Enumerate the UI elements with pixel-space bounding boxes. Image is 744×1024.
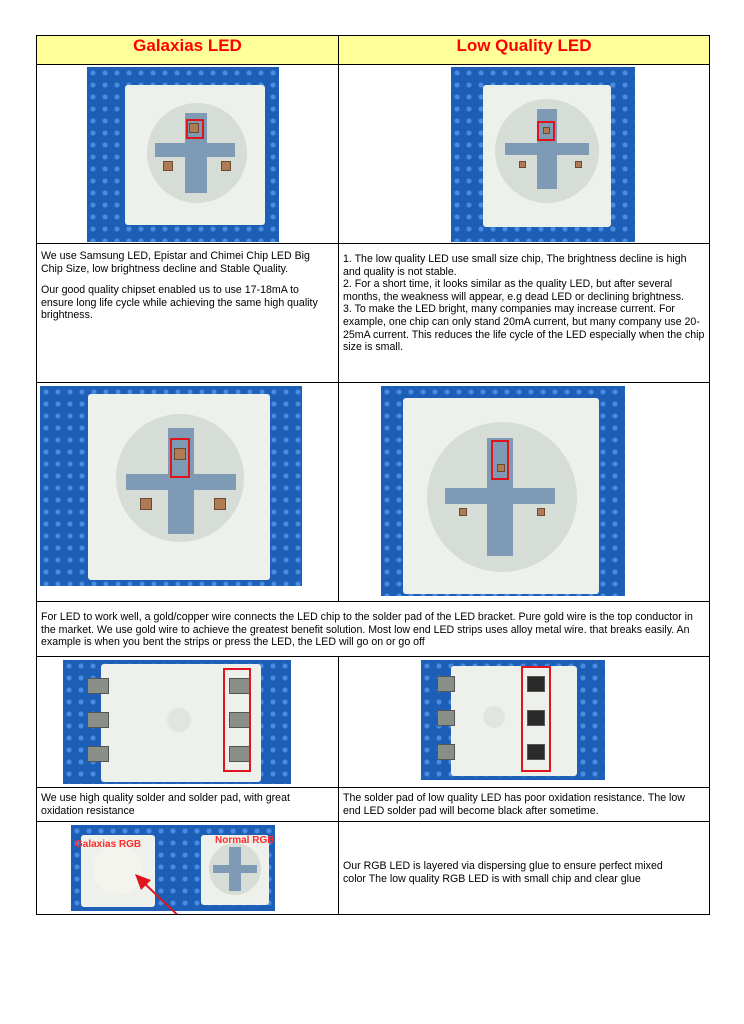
low-quality-chip-line-2: 2. For a short time, it looks similar as the quality LED, but after several months, the weakness will appear, e.g dead LED or declining brightness. <box>343 278 684 303</box>
galaxias-chip-text <box>37 244 339 383</box>
led-chip <box>163 161 173 171</box>
header-galaxias: Galaxias LED <box>37 36 339 65</box>
led-chip <box>537 508 545 516</box>
led-lens <box>483 706 505 728</box>
low-quality-solder-photo-cell <box>339 657 710 788</box>
galaxias-chip-line-2: Our good quality chipset enabled us to use 17-18mA to ensure long life cycle while achieving the same high quality brightness. <box>41 284 318 322</box>
solder-pad <box>87 746 109 762</box>
highlight-box <box>170 438 190 478</box>
rgb-row <box>37 822 710 915</box>
galaxias-solder-photo-cell <box>37 657 339 788</box>
low-quality-solder-text-cell <box>339 788 710 822</box>
galaxias-led-photo-cell <box>37 65 339 244</box>
led-package <box>483 85 611 227</box>
solder-pad <box>87 678 109 694</box>
highlight-box <box>223 668 251 772</box>
wire-text-cell <box>37 602 710 657</box>
low-quality-wire-photo-cell <box>339 383 710 602</box>
galaxias-wire-photo <box>40 386 302 586</box>
led-package <box>125 85 265 225</box>
led-chip <box>575 161 582 168</box>
pointer-arrow-icon <box>131 872 193 915</box>
low-quality-led-photo-cell <box>339 65 710 244</box>
solder-pad <box>437 744 455 760</box>
led-chip <box>519 161 526 168</box>
low-quality-chip-text <box>339 244 710 383</box>
highlight-box <box>186 119 204 139</box>
led-package <box>88 394 270 580</box>
led-package <box>403 398 599 594</box>
galaxias-solder-text-cell <box>37 788 339 822</box>
low-quality-chip-line-1: 1. The low quality LED use small size chip, The brightness decline is high and quality is not stable. <box>343 253 687 278</box>
low-quality-solder-text: The solder pad of low quality LED has poor oxidation resistance. The low end LED solder pad will become black after sometime. <box>343 792 685 817</box>
normal-rgb-label: Normal RGB <box>215 835 275 847</box>
image-row-chip <box>37 65 710 244</box>
led-chip <box>459 508 467 516</box>
text-row-wire <box>37 602 710 657</box>
galaxias-solder-text: We use high quality solder and solder pad, with great oxidation resistance <box>41 792 290 817</box>
solder-pad <box>437 710 455 726</box>
text-row-chipsize <box>37 244 710 383</box>
header-row <box>37 36 710 65</box>
led-lens <box>167 708 191 732</box>
rgb-text-cell <box>339 822 710 915</box>
wire-text: For LED to work well, a gold/copper wire connects the LED chip to the solder pad of the LED bracket. Pure gold wire is the top conductor in the market. We use gold wire to achieve the greatest benefit solution. Most low end LED strips uses alloy metal wire. that breaks easily. An example is when you bent the strips or press the LED, the LED will go on or go off <box>41 611 693 649</box>
solder-pad <box>87 712 109 728</box>
lead-frame <box>445 488 555 504</box>
low-quality-chip-line-3: 3. To make the LED bright, many companies may increase current. For example, one chip can only stand 20mA current, but many company use 20-25mA current. This reduces the life cycle of the LED especially when the chip size is small. <box>343 303 705 354</box>
low-quality-solder-photo <box>421 660 605 780</box>
led-package <box>451 666 577 776</box>
galaxias-rgb-label: Galaxias RGB <box>75 839 142 851</box>
led-chip <box>140 498 152 510</box>
rgb-text: Our RGB LED is layered via dispersing glue to ensure perfect mixed color The low quality RGB LED is with small chip and clear glue <box>343 860 663 885</box>
galaxias-chip-line-1: We use Samsung LED, Epistar and Chimei Chip LED Big Chip Size, low brightness decline and Stable Quality. <box>41 250 310 275</box>
highlight-box <box>491 440 509 480</box>
highlight-box <box>537 121 555 141</box>
galaxias-solder-photo <box>63 660 291 784</box>
text-row-solder <box>37 788 710 822</box>
low-quality-led-photo <box>451 67 635 242</box>
highlight-box <box>521 666 551 772</box>
lead-frame <box>213 865 257 873</box>
low-quality-wire-photo <box>381 386 625 596</box>
led-chip <box>221 161 231 171</box>
galaxias-wire-photo-cell <box>37 383 339 602</box>
rgb-photo-cell <box>37 822 339 915</box>
comparison-table <box>36 35 710 915</box>
galaxias-led-photo <box>87 67 279 242</box>
solder-pad <box>437 676 455 692</box>
image-row-wire <box>37 383 710 602</box>
lead-frame <box>505 143 589 155</box>
lead-frame <box>155 143 235 157</box>
led-chip <box>214 498 226 510</box>
image-row-solder <box>37 657 710 788</box>
header-low-quality: Low Quality LED <box>339 36 710 65</box>
